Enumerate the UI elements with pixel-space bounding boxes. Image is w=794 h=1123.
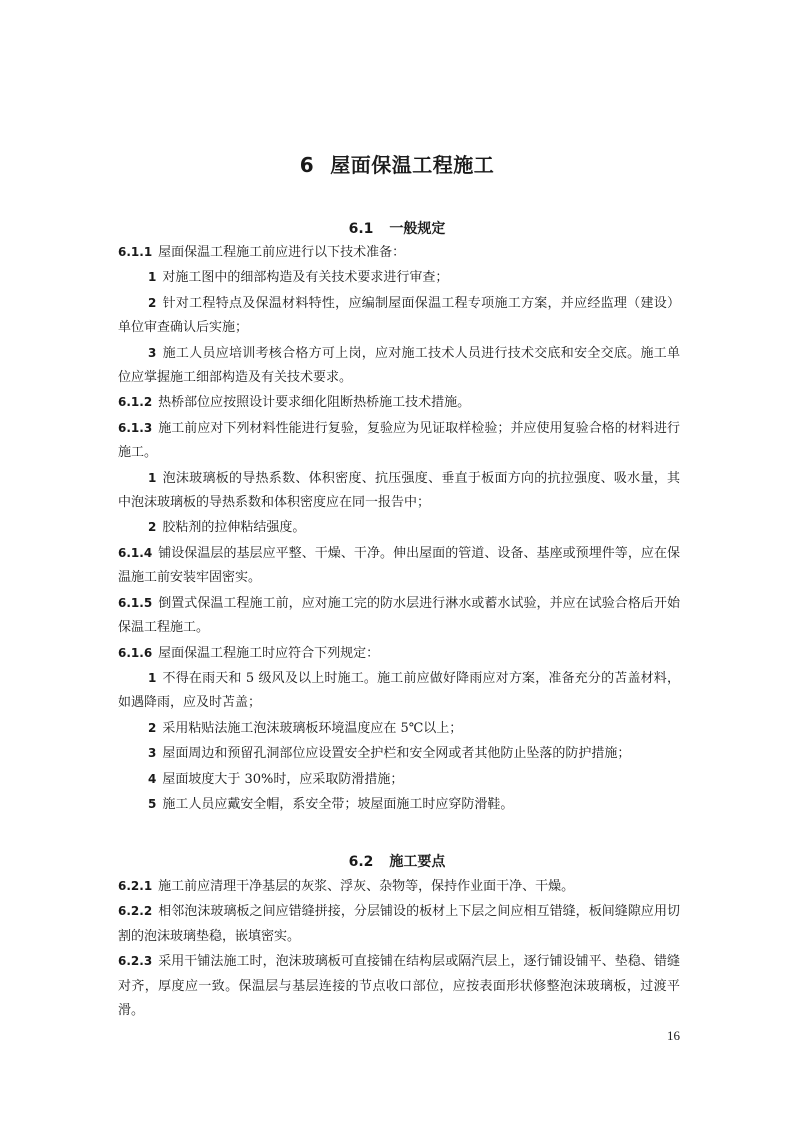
clause-item [118, 716, 680, 741]
clause-number: 6.2.3 [118, 954, 153, 969]
item-text: 屋面周边和预留孔洞部位应设置安全护栏和安全网或者其他防止坠落的防护措施； [162, 746, 631, 762]
clause-item [118, 666, 680, 716]
clause-item [118, 341, 680, 391]
clause-item [118, 792, 680, 817]
clause-text: 热桥部位应按照设计要求细化阻断热桥施工技术措施。 [158, 395, 471, 411]
item-text: 屋面坡度大于 30%时，应采取防滑措施； [162, 771, 404, 787]
section-title [0, 851, 794, 871]
item-number: 2 [148, 520, 157, 535]
clause-item [118, 291, 680, 341]
section-body [118, 240, 680, 817]
clause [118, 390, 680, 415]
item-number: 2 [148, 295, 157, 310]
clause [118, 874, 680, 899]
clause-text: 倒置式保温工程施工前，应对施工完的防水层进行淋水或蓄水试验，并应在试验合格后开始保温工程施工。 [118, 595, 680, 636]
item-number: 1 [148, 470, 157, 485]
item-text: 胶粘剂的拉伸粘结强度。 [162, 520, 306, 536]
clause [118, 240, 680, 265]
clause-text: 屋面保温工程施工时应符合下列规定： [158, 645, 380, 661]
item-text: 针对工程特点及保温材料特性，应编制屋面保温工程专项施工方案，并应经监理（建设）单位审查确认后实施； [118, 295, 680, 336]
clause-item [118, 515, 680, 540]
clause-item [118, 767, 680, 792]
item-text: 施工人员应戴安全帽，系安全带；坡屋面施工时应穿防滑鞋。 [162, 796, 514, 812]
clause-number: 6.1.3 [118, 420, 153, 435]
clause [118, 899, 680, 949]
clause [118, 949, 680, 1023]
section-title [0, 218, 794, 238]
item-number: 2 [148, 720, 157, 735]
chapter-number: 6 [299, 153, 315, 177]
clause-text: 相邻泡沫玻璃板之间应错缝拼接，分层铺设的板材上下层之间应相互错缝，板间缝隙应用切割的泡沫玻璃垫稳，嵌填密实。 [118, 904, 680, 944]
section-body [118, 874, 680, 1023]
clause-text: 铺设保温层的基层应平整、干燥、干净。伸出屋面的管道、设备、基座或预埋件等，应在保温施工前安装牢固密实。 [118, 545, 680, 586]
clause-item [118, 741, 680, 766]
section-title-text: 施工要点 [389, 854, 446, 870]
chapter-title [0, 149, 794, 178]
section-number: 6.1 [348, 221, 374, 237]
clause [118, 416, 680, 466]
item-number: 4 [148, 771, 157, 786]
clause-number: 6.2.2 [118, 904, 153, 919]
item-text: 对施工图中的细部构造及有关技术要求进行审查； [162, 270, 449, 286]
item-number: 1 [148, 270, 157, 285]
item-text: 采用粘贴法施工泡沫玻璃板环境温度应在 5℃以上； [162, 720, 463, 736]
clause [118, 541, 680, 591]
clause-number: 6.1.2 [118, 395, 153, 410]
clause-text: 施工前应对下列材料性能进行复验，复验应为见证取样检验；并应使用复验合格的材料进行施工。 [118, 420, 680, 461]
clause [118, 591, 680, 641]
clause-number: 6.1.1 [118, 245, 153, 259]
item-number: 3 [148, 345, 157, 360]
clause-number: 6.1.5 [118, 595, 153, 610]
item-number: 1 [148, 670, 157, 685]
clause-number: 6.1.4 [118, 545, 153, 560]
page-number: 16 [667, 1028, 680, 1043]
clause-item [118, 466, 680, 516]
item-text: 不得在雨天和 5 级风及以上时施工。施工前应做好降雨应对方案，准备充分的苫盖材料，如遇降雨，应及时苫盖； [118, 670, 680, 711]
section-number: 6.2 [348, 854, 374, 870]
item-number: 5 [148, 796, 157, 811]
clause-number: 6.1.6 [118, 645, 153, 660]
section-title-text: 一般规定 [389, 221, 446, 237]
item-text: 施工人员应培训考核合格方可上岗，应对施工技术人员进行技术交底和安全交底。施工单位应掌握施工细部构造及有关技术要求。 [118, 345, 680, 386]
clause-text: 施工前应清理干净基层的灰浆、浮灰、杂物等，保持作业面干净、干燥。 [158, 879, 575, 894]
clause-text: 采用干铺法施工时，泡沫玻璃板可直接铺在结构层或隔汽层上，逐行铺设铺平、垫稳、错缝对齐，厚度应一致。保温层与基层连接的节点收口部位，应按表面形状修整泡沫玻璃板，过渡平滑。 [118, 954, 680, 1019]
chapter-title-text: 屋面保温工程施工 [330, 153, 495, 177]
clause-text: 屋面保温工程施工前应进行以下技术准备： [158, 245, 406, 260]
item-text: 泡沫玻璃板的导热系数、体积密度、抗压强度、垂直于板面方向的抗拉强度、吸水量，其中泡沫玻璃板的导热系数和体积密度应在同一报告中； [118, 470, 680, 511]
clause-number: 6.2.1 [118, 879, 153, 893]
clause-item [118, 265, 680, 290]
clause [118, 641, 680, 666]
item-number: 3 [148, 746, 157, 761]
